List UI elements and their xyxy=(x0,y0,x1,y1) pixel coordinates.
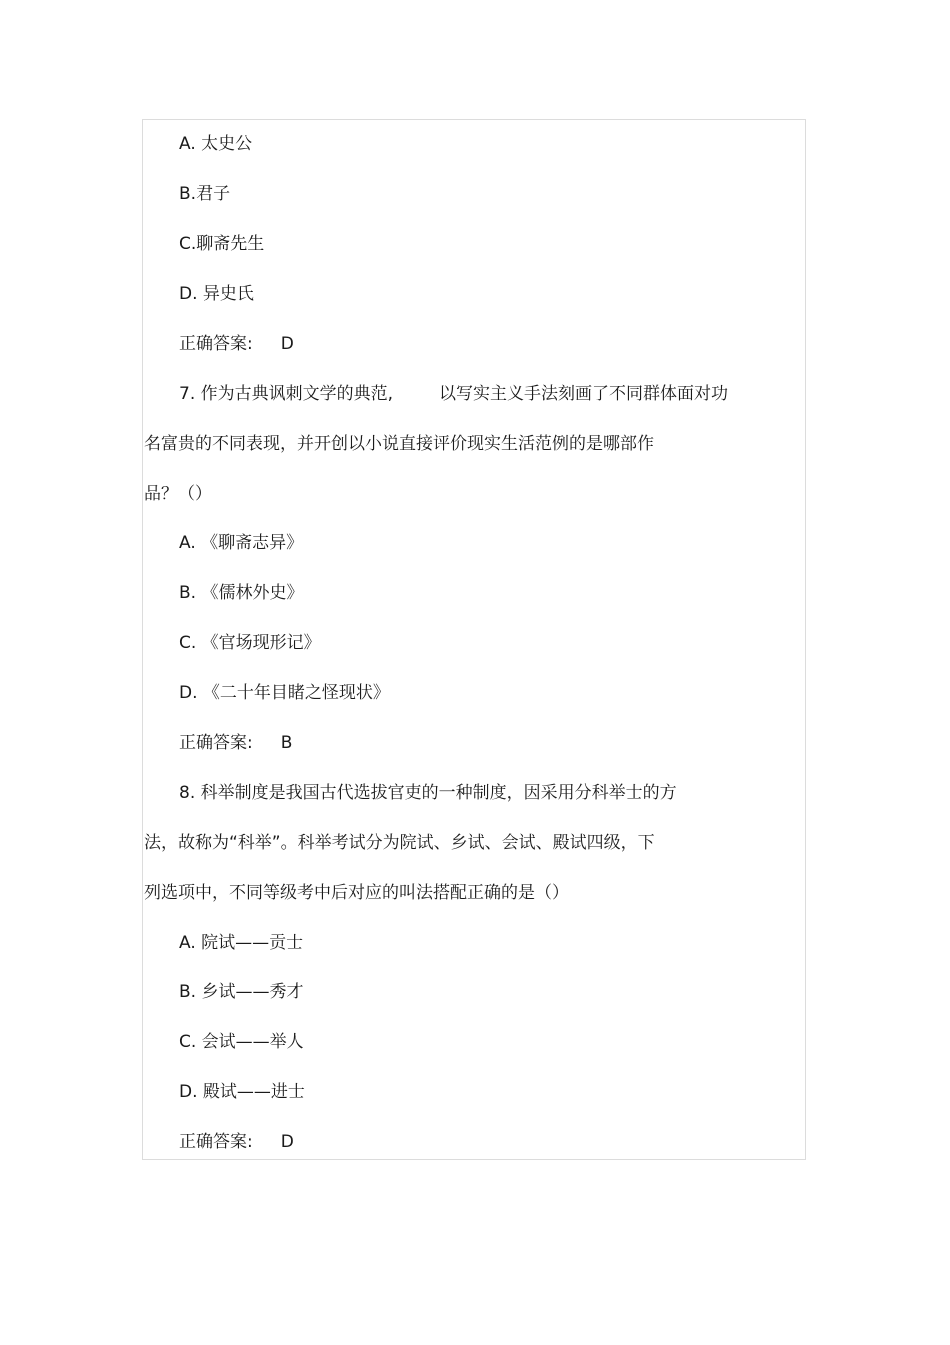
q6-answer-label: 正确答案: xyxy=(179,334,253,354)
q6-option-a: A. 太史公 xyxy=(179,134,253,154)
q8-answer-value: D xyxy=(280,1132,294,1152)
q6-answer xyxy=(179,332,294,356)
q8-stem-line-1: 8. 科举制度是我国古代选拔官吏的一种制度，因采用分科举士的方 xyxy=(179,783,677,803)
q7-stem-line-2: 名富贵的不同表现，并开创以小说直接评价现实生活范例的是哪部作 xyxy=(144,434,654,454)
q6-option-b: B.君子 xyxy=(179,184,231,204)
q8-option-a: A. 院试——贡士 xyxy=(179,933,304,953)
q8-answer xyxy=(179,1130,294,1154)
q7-stem-line-1 xyxy=(179,382,728,406)
q8-option-d: D. 殿试——进士 xyxy=(179,1082,305,1102)
q7-stem-line-3: 品？（） xyxy=(144,484,212,504)
q7-stem-part-1: 7. 作为古典讽刺文学的典范, xyxy=(179,384,394,404)
q6-option-d: D. 异史氏 xyxy=(179,284,254,304)
q7-answer xyxy=(179,731,292,755)
q7-option-c: C. 《官场现形记》 xyxy=(179,633,321,653)
q7-option-b: B. 《儒林外史》 xyxy=(179,583,304,603)
q8-option-c: C. 会试——举人 xyxy=(179,1032,304,1052)
q8-stem-line-2: 法，故称为“科举”。科举考试分为院试、乡试、会试、殿试四级，下 xyxy=(144,833,655,853)
q7-option-a: A. 《聊斋志异》 xyxy=(179,533,304,553)
q6-option-c: C.聊斋先生 xyxy=(179,234,265,254)
q7-option-d: D. 《二十年目睹之怪现状》 xyxy=(179,683,390,703)
q7-answer-value: B xyxy=(280,733,293,753)
q8-option-b: B. 乡试——秀才 xyxy=(179,982,304,1002)
q7-stem-part-2: 以写实主义手法刻画了不同群体面对功 xyxy=(439,384,729,404)
q7-answer-label: 正确答案: xyxy=(179,733,253,753)
q8-stem-line-3: 列选项中，不同等级考中后对应的叫法搭配正确的是（） xyxy=(144,883,569,903)
q6-answer-value: D xyxy=(280,334,294,354)
q8-answer-label: 正确答案: xyxy=(179,1132,253,1152)
